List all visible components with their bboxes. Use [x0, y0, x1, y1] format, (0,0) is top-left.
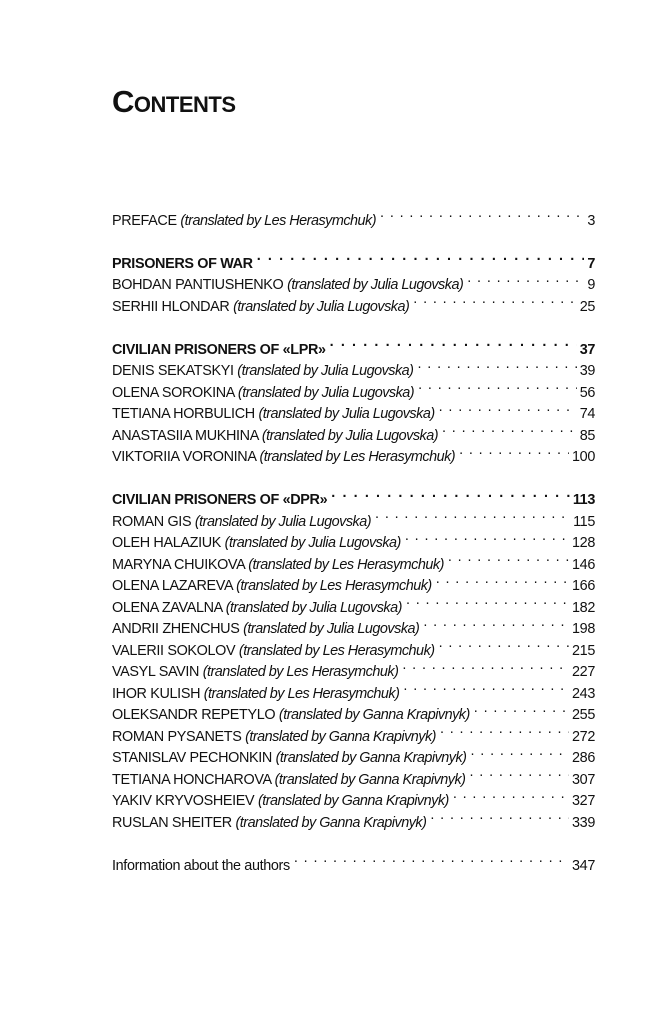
- toc-entry-title: [112, 512, 371, 534]
- dot-leader: [436, 569, 569, 591]
- toc-entry-name: SERHII HLONDAR: [112, 298, 230, 315]
- toc-entry-title: [112, 619, 419, 641]
- toc-page-number: 74: [579, 406, 595, 422]
- toc-entry-name: Information about the authors: [112, 857, 290, 874]
- toc-entry-translator: (translated by Les Herasymchuk): [202, 664, 399, 680]
- toc-entry-title: [112, 791, 449, 813]
- toc-page-number: 3: [587, 212, 595, 229]
- toc-page-number: 146: [572, 556, 595, 573]
- toc-entry-translator: (translated by Julia Lugovska): [224, 535, 401, 551]
- dot-leader: [440, 719, 569, 741]
- dot-leader: [257, 246, 585, 268]
- toc-entry-translator: (translated by Ganna Krapivnyk): [235, 814, 427, 831]
- toc-entry-translator: (translated by Julia Lugovska): [194, 513, 372, 530]
- toc-entry-name: TETIANA HORBULICH: [112, 406, 255, 422]
- toc-entry-name: ANDRII ZHENCHUS: [112, 621, 240, 637]
- dot-leader: [439, 633, 569, 655]
- toc-entry-translator: (translated by Julia Lugovska): [237, 384, 415, 401]
- toc-entry-title: [112, 254, 253, 276]
- dot-leader: [331, 483, 570, 505]
- toc-entry-name: ROMAN PYSANETS: [112, 728, 246, 745]
- dot-leader: [402, 655, 569, 677]
- toc-page-number: 128: [572, 535, 595, 551]
- toc-entry-translator: (translated by Ganna Krapivnyk): [274, 771, 466, 788]
- toc-entry-name: RUSLAN SHEITER: [112, 814, 232, 831]
- toc-entry-title: [112, 727, 436, 749]
- dot-leader: [442, 418, 577, 440]
- toc-page-number: 166: [572, 578, 595, 594]
- dot-leader: [294, 848, 569, 870]
- toc-page-number: 56: [579, 384, 595, 401]
- toc-entry-title: [112, 361, 413, 383]
- toc-page-number: 100: [572, 449, 595, 465]
- table-of-contents: [112, 203, 595, 874]
- dot-leader: [330, 332, 577, 354]
- toc-page-number: 307: [572, 771, 595, 788]
- toc-page-number: 286: [572, 750, 595, 766]
- toc-entry-translator: (translated by Julia Lugovska): [237, 363, 414, 379]
- toc-entry-title: [112, 426, 438, 448]
- toc-entry-translator: (translated by Julia Lugovska): [287, 277, 464, 293]
- toc-entry-title: [112, 576, 432, 598]
- toc-page-number: 327: [572, 793, 595, 809]
- toc-entry-name: MARYNA CHUIKOVA: [112, 556, 245, 573]
- toc-entry-translator: (translated by Julia Lugovska): [233, 298, 410, 315]
- toc-entry-name: YAKIV KRYVOSHEIEV: [112, 793, 255, 809]
- toc-entry-translator: (translated by Ganna Krapivnyk): [278, 707, 470, 723]
- dot-leader: [469, 762, 569, 784]
- dot-leader: [413, 289, 576, 311]
- toc-entry-name: TETIANA HONCHAROVA: [112, 771, 271, 788]
- toc-page-number: 39: [579, 363, 595, 379]
- toc-entry-title: [112, 856, 290, 878]
- dot-leader: [417, 354, 576, 376]
- toc-entry-name: PREFACE: [112, 212, 177, 229]
- toc-page-number: 37: [579, 341, 595, 358]
- toc-page-number: 25: [579, 298, 595, 315]
- toc-entry-title: [112, 684, 399, 706]
- toc-entry-translator: (translated by Les Herasymchuk): [248, 556, 444, 573]
- toc-entry[interactable]: [112, 848, 595, 874]
- toc-page-number: 113: [572, 492, 595, 508]
- toc-page-number: 182: [572, 599, 595, 616]
- toc-entry-title: [112, 297, 409, 319]
- toc-entry-name: OLEH HALAZIUK: [112, 535, 222, 551]
- toc-entry-title: [112, 383, 414, 405]
- toc-part-heading[interactable]: [112, 483, 595, 508]
- toc-entry-title: [112, 533, 401, 555]
- toc-part-heading[interactable]: [112, 246, 595, 272]
- toc-page-number: 272: [572, 728, 595, 745]
- toc-entry-name: OLENA ZAVALNA: [112, 599, 223, 616]
- toc-entry-title: [112, 275, 463, 297]
- toc-entry-name: VASYL SAVIN: [112, 664, 200, 680]
- toc-entry[interactable]: [112, 203, 595, 229]
- toc-entry-title: [112, 641, 435, 663]
- toc-page-number: 198: [572, 621, 595, 637]
- toc-entry-translator: (translated by Ganna Krapivnyk): [275, 750, 467, 766]
- toc-page-number: 215: [572, 642, 595, 659]
- dot-leader: [375, 504, 570, 526]
- toc-entry-title: [112, 813, 426, 835]
- toc-page-number: 85: [579, 427, 595, 444]
- toc-entry-title: [112, 211, 376, 233]
- toc-entry-translator: (translated by Ganna Krapivnyk): [257, 793, 449, 809]
- toc-entry-translator: (translated by Les Herasymchuk): [238, 642, 435, 659]
- toc-entry-name: OLEKSANDR REPETYLO: [112, 707, 276, 723]
- dot-leader: [403, 676, 569, 698]
- toc-entry-translator: (translated by Les Herasymchuk): [203, 685, 400, 702]
- toc-page-number: 347: [572, 857, 595, 874]
- toc-page-number: 227: [572, 664, 595, 680]
- toc-entry-name: PRISONERS OF WAR: [112, 255, 253, 272]
- toc-entry-title: [112, 705, 470, 727]
- dot-leader: [406, 590, 569, 612]
- toc-entry-name: DENIS SEKATSKYI: [112, 363, 234, 379]
- dot-leader: [448, 547, 569, 569]
- toc-entry-translator: (translated by Julia Lugovska): [258, 406, 435, 422]
- toc-entry-name: STANISLAV PECHONKIN: [112, 750, 272, 766]
- dot-leader: [423, 612, 569, 634]
- dot-leader: [380, 203, 584, 225]
- toc-entry-translator: (translated by Les Herasymchuk): [180, 212, 377, 229]
- toc-entry-name: BOHDAN PANTIUSHENKO: [112, 277, 284, 293]
- toc-page-number: 9: [587, 277, 595, 293]
- toc-entry-title: [112, 340, 326, 362]
- toc-entry-translator: (translated by Les Herasymchuk): [259, 449, 456, 465]
- dot-leader: [453, 784, 569, 806]
- toc-entry-name: OLENA LAZAREVA: [112, 578, 233, 594]
- toc-page-number: 115: [573, 513, 595, 530]
- toc-entry-name: ROMAN GIS: [112, 513, 192, 530]
- contents-heading: Contents: [112, 84, 236, 119]
- dot-leader: [467, 268, 584, 290]
- dot-leader: [474, 698, 569, 720]
- dot-leader: [430, 805, 569, 827]
- toc-entry-name: IHOR KULISH: [112, 685, 201, 702]
- toc-page-number: 255: [572, 707, 595, 723]
- toc-entry-title: [112, 447, 455, 469]
- toc-part-heading[interactable]: [112, 332, 595, 358]
- toc-page-number: 243: [572, 685, 595, 702]
- toc-entry-translator: (translated by Julia Lugovska): [243, 621, 420, 637]
- toc-entry-title: [112, 598, 402, 620]
- dot-leader: [439, 397, 577, 419]
- dot-leader: [418, 375, 577, 397]
- toc-entry-translator: (translated by Julia Lugovska): [225, 599, 402, 616]
- toc-entry-name: ANASTASIIA MUKHINA: [112, 427, 259, 444]
- toc-entry-title: [112, 662, 398, 684]
- dot-leader: [405, 526, 569, 548]
- toc-entry-name: OLENA SOROKINA: [112, 384, 235, 401]
- toc-entry-title: [112, 770, 465, 792]
- toc-entry-title: [112, 555, 444, 577]
- toc-entry-title: [112, 490, 327, 512]
- dot-leader: [470, 741, 569, 763]
- dot-leader: [459, 440, 569, 462]
- toc-page-number: 339: [572, 814, 595, 831]
- toc-entry-title: [112, 404, 435, 426]
- toc-entry-translator: (translated by Les Herasymchuk): [236, 578, 432, 594]
- toc-entry-name: CIVILIAN PRISONERS OF «LPR»: [112, 341, 326, 358]
- toc-entry-name: VIKTORIIA VORONINA: [112, 449, 256, 465]
- toc-entry-name: CIVILIAN PRISONERS OF «DPR»: [112, 492, 328, 508]
- toc-entry-translator: (translated by Ganna Krapivnyk): [245, 728, 436, 745]
- toc-entry-title: [112, 748, 466, 770]
- toc-page-number: 7: [587, 255, 595, 272]
- toc-entry-translator: (translated by Julia Lugovska): [261, 427, 439, 444]
- toc-entry-name: VALERII SOKOLOV: [112, 642, 236, 659]
